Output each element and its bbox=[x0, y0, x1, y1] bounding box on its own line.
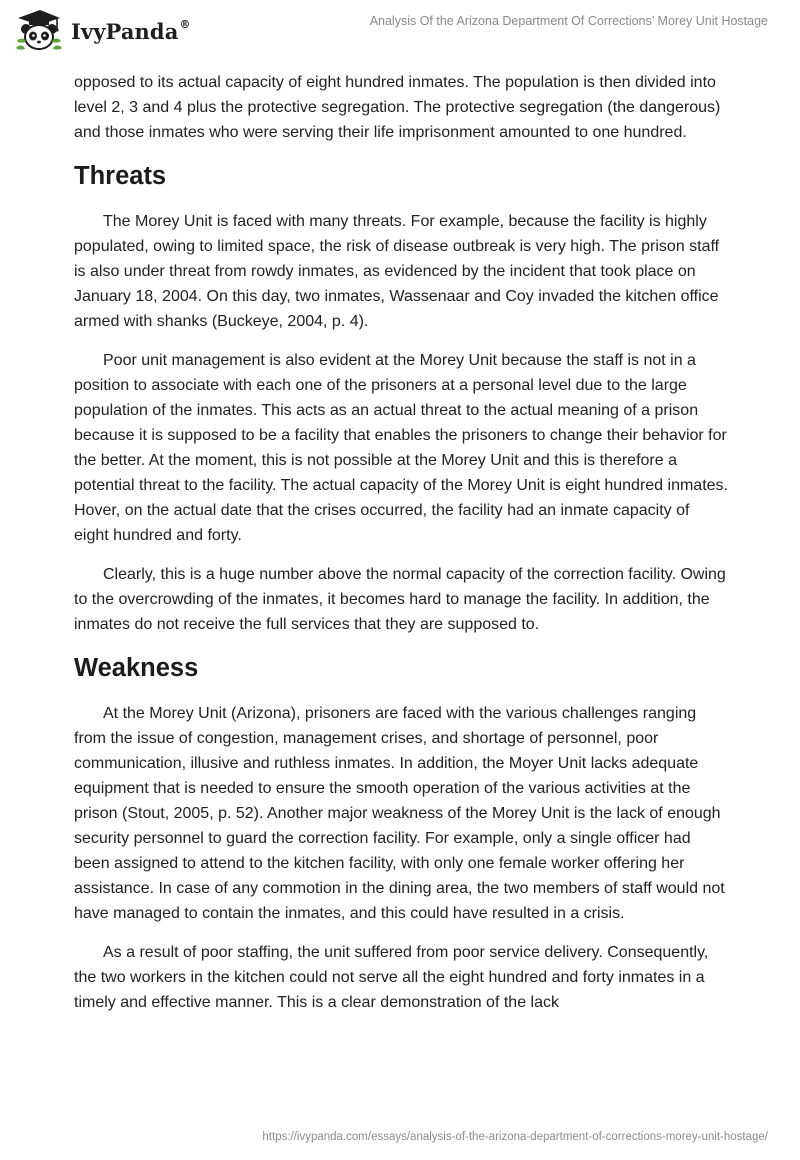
source-url[interactable]: https://ivypanda.com/essays/analysis-of-the-arizona-department-of-corrections-morey-unit-hostage/ bbox=[262, 1131, 768, 1143]
threats-paragraph-1: The Morey Unit is faced with many threats. For example, because the facility is highly populated, owing to limited space, the risk of disease outbreak is very high. The prison staff is also under threat from rowdy inmates, as evidenced by the incident that took place on January 18, 2004. On this day, two inmates, Wassenaar and Coy invaded the kitchen office armed with shanks (Buckeye, 2004, p. 4). bbox=[74, 213, 720, 330]
page-header bbox=[0, 0, 800, 64]
heading-weakness: Weakness bbox=[74, 654, 199, 682]
panda-graduate-icon bbox=[14, 7, 62, 53]
weakness-paragraph-2: As a result of poor staffing, the unit suffered from poor service delivery. Consequently, the two workers in the kitchen could not serve all the eight hundred and forty inmates in a timely and effective manner. This is a clear demonstration of the lack bbox=[74, 944, 709, 1011]
registered-mark: ® bbox=[179, 18, 191, 31]
threats-paragraph-2: Poor unit management is also evident at the Morey Unit because the staff is not in a position to associate with each one of the prisoners at a personal level due to the large population of the inmates. This acts as an actual threat to the actual meaning of a prison because it is supposed to be a facility that enables the prisoners to change their behavior for the better. At the moment, this is not possible at the Morey Unit and this is therefore a potential threat to the facility. The actual capacity of the Morey Unit is eight hundred inmates. Hover, on the actual date that the crises occurred, the facility had an inmate capacity of eight hundred and forty. bbox=[74, 352, 728, 544]
logo-text: IvyPanda® bbox=[71, 18, 191, 44]
paragraph-intro: opposed to its actual capacity of eight hundred inmates. The population is then divided into level 2, 3 and 4 plus the protective segregation. The protective segregation (the dangerous) and those inmates who were serving their life imprisonment amounted to one hundred. bbox=[74, 74, 721, 141]
threats-paragraph-3: Clearly, this is a huge number above the normal capacity of the correction facility. Owing to the overcrowding of the inmates, it becomes hard to manage the facility. In addition, the inmates do not receive the full services that they are supposed to. bbox=[74, 566, 726, 633]
document-title: Analysis Of the Arizona Department Of Corrections’ Morey Unit Hostage bbox=[369, 14, 768, 28]
ivypanda-logo[interactable] bbox=[14, 7, 191, 53]
heading-threats: Threats bbox=[74, 162, 167, 190]
weakness-paragraph-1: At the Morey Unit (Arizona), prisoners are faced with the various challenges ranging from the issue of congestion, management crises, and shortage of personnel, poor communication, illusive and ruthless inmates. In addition, the Moyer Unit lacks adequate equipment that is needed to ensure the smooth operation of the various activities at the prison (Stout, 2005, p. 52). Another major weakness of the Morey Unit is the lack of enough security personnel to guard the correction facility. For example, only a single officer had been assigned to attend to the kitchen facility, with only one female worker offering her assistance. In case of any commotion in the dining area, the two members of staff would not have managed to contain the inmates, and this could have resulted in a crisis. bbox=[74, 705, 725, 922]
essay-content bbox=[74, 70, 728, 1029]
